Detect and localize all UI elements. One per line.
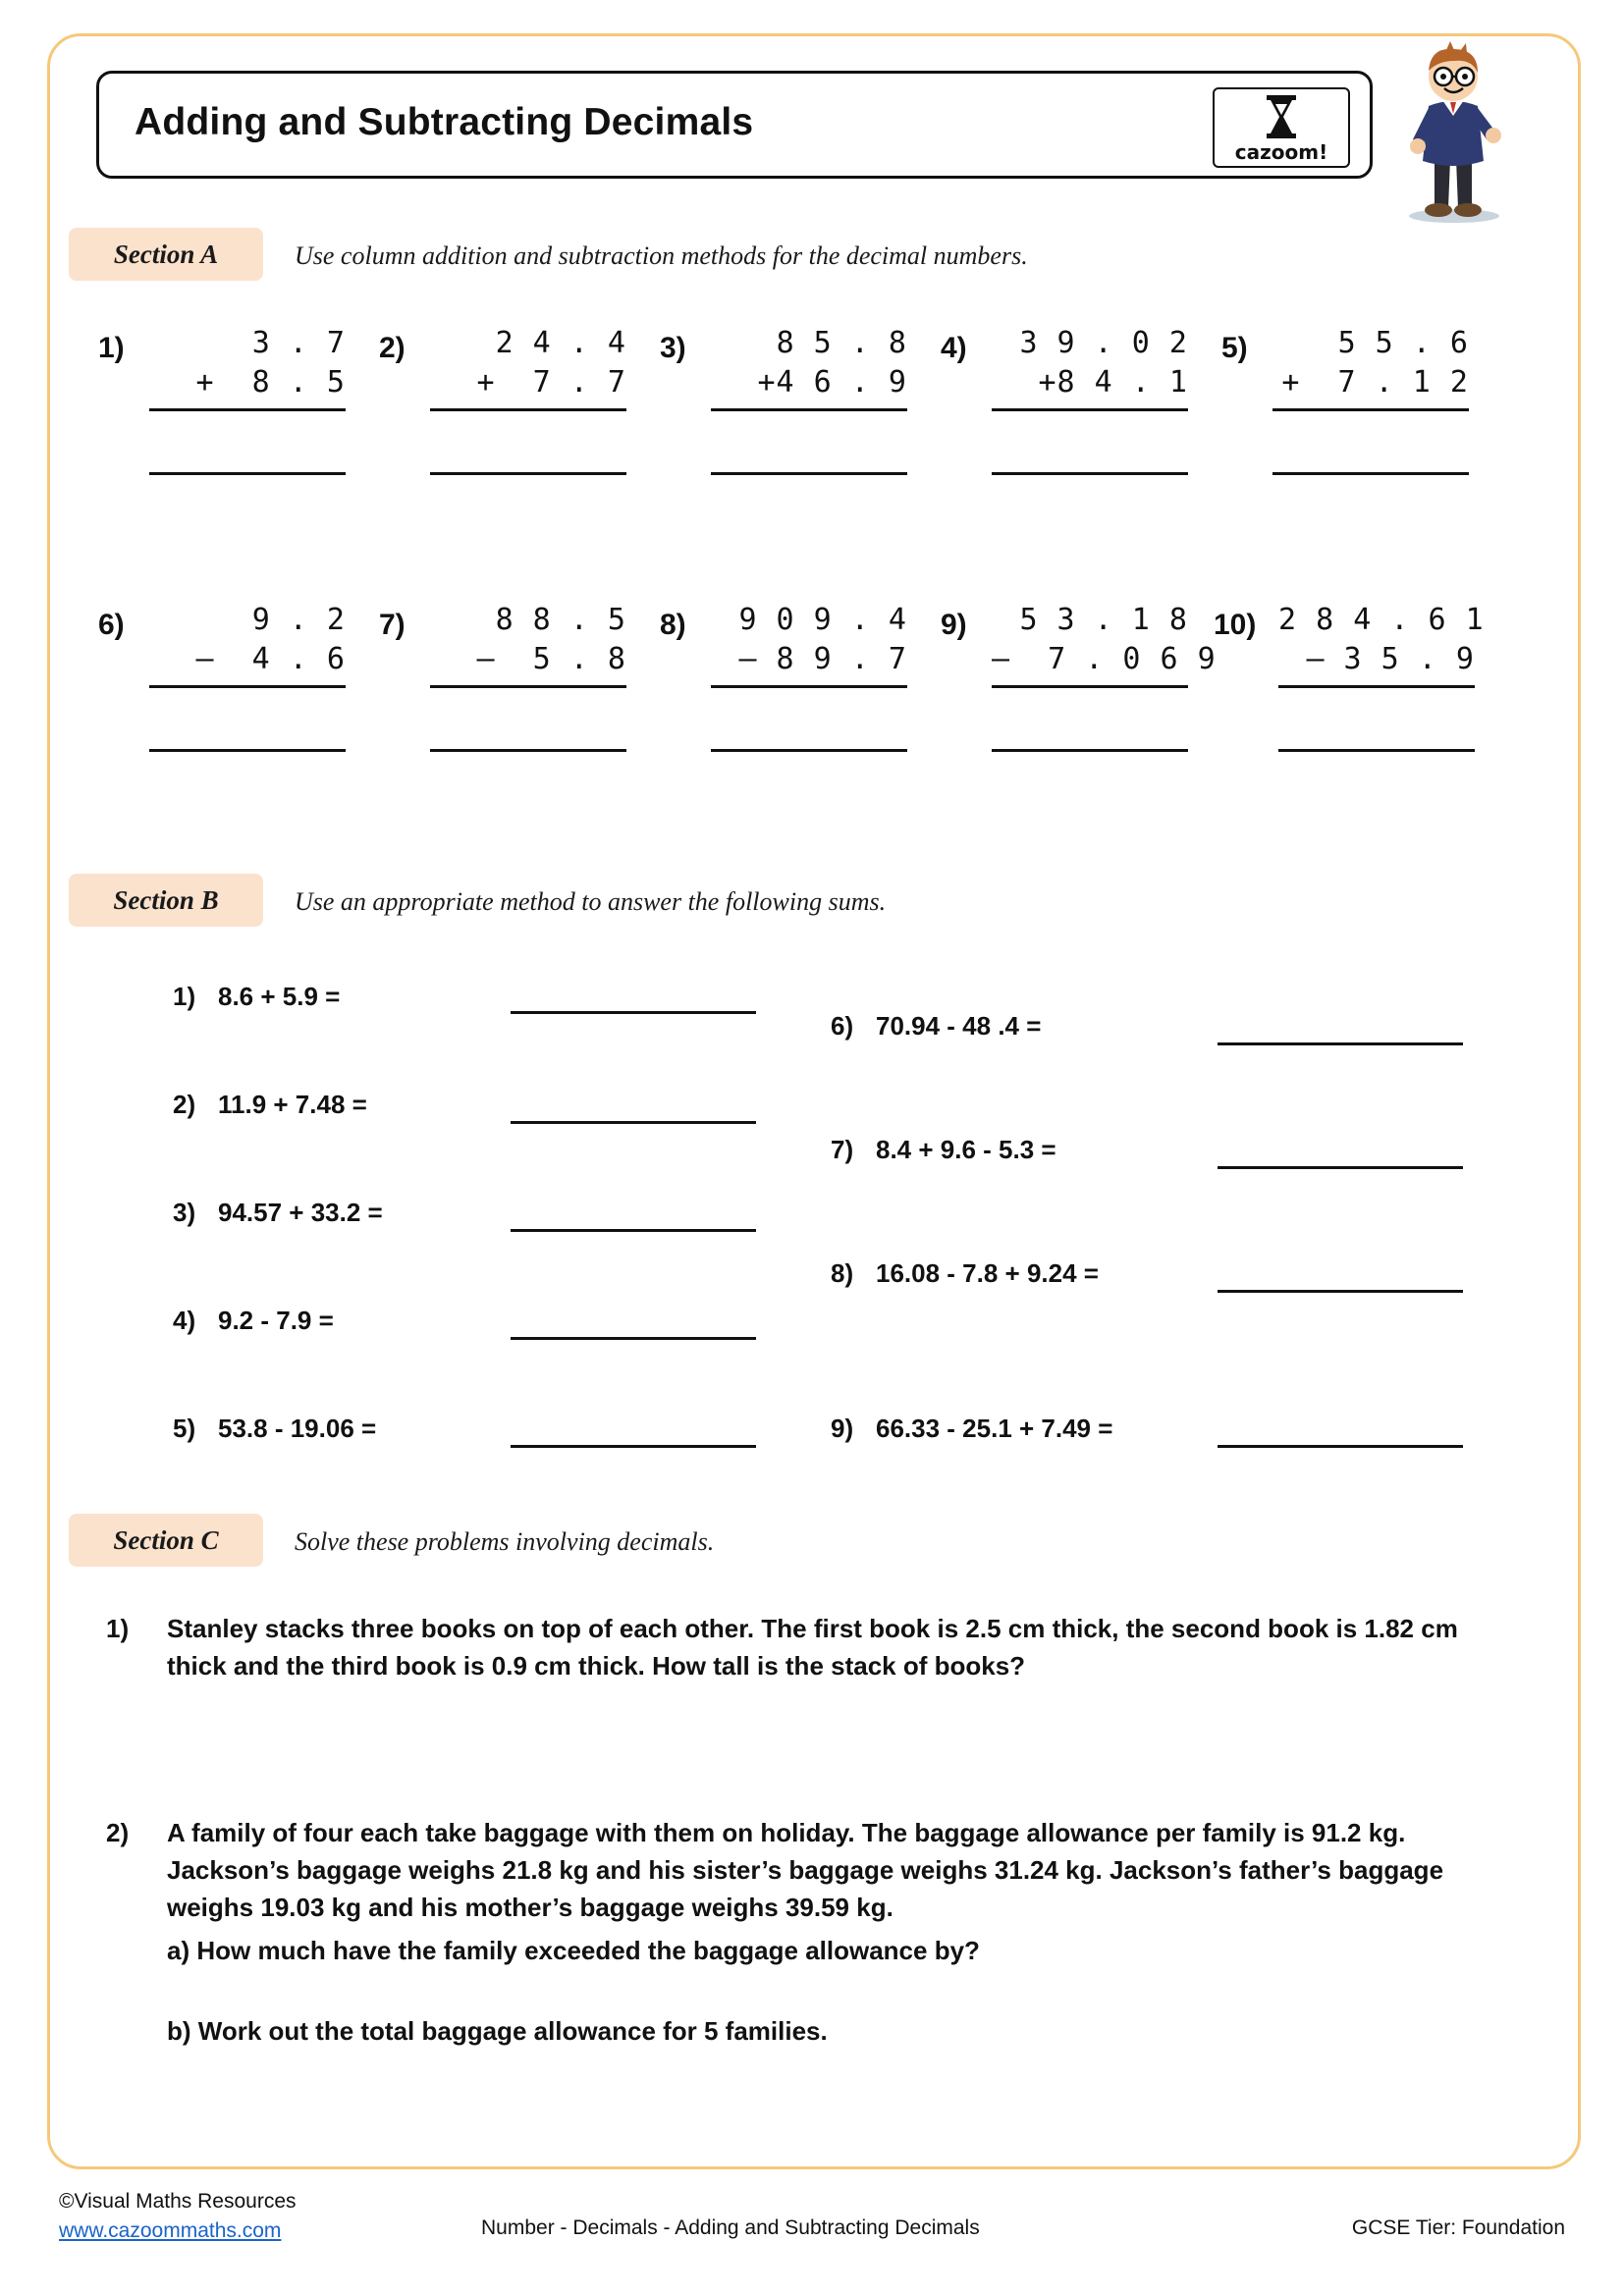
operand-bottom: + 8 . 5 [195, 365, 346, 400]
answer-rule[interactable] [992, 749, 1188, 752]
answer-line-b7[interactable] [1218, 1166, 1463, 1169]
section-b-question-8 [831, 1258, 1099, 1289]
footer-tier: GCSE Tier: Foundation [1351, 2216, 1565, 2239]
answer-rule[interactable] [711, 472, 907, 475]
section-b-question-2 [173, 1090, 367, 1120]
answer-rule[interactable] [1272, 472, 1469, 475]
section-b-question-9 [831, 1414, 1112, 1444]
operand-bottom: – 7 . 0 6 9 [992, 642, 1217, 676]
operand-bottom: +4 6 . 9 [757, 365, 907, 400]
question-number: 7) [379, 609, 406, 641]
operand-bottom: – 5 . 8 [476, 642, 626, 676]
sum-rule [992, 408, 1188, 411]
answer-line-b1[interactable] [511, 1011, 756, 1014]
answer-rule[interactable] [711, 749, 907, 752]
answer-rule[interactable] [430, 749, 626, 752]
footer-topic: Number - Decimals - Adding and Subtracting Decimals [481, 2216, 980, 2239]
sum-rule [711, 685, 907, 688]
section-b-question-1 [173, 982, 340, 1012]
question-number: 1) [173, 982, 196, 1011]
page-title: Adding and Subtracting Decimals [135, 101, 754, 143]
answer-line-b5[interactable] [511, 1445, 756, 1448]
question-number: 4) [941, 332, 967, 364]
section-b-question-4 [173, 1306, 334, 1336]
question-number: 6) [831, 1011, 854, 1041]
sum-rule [149, 685, 346, 688]
operand-top: 9 0 9 . 4 [738, 603, 907, 637]
hourglass-icon [1263, 95, 1300, 138]
question-text: 9.2 - 7.9 = [218, 1306, 334, 1335]
sum-rule [1272, 408, 1469, 411]
section-c-question-2 [106, 1814, 1510, 2050]
answer-line-b2[interactable] [511, 1121, 756, 1124]
operand-top: 5 5 . 6 [1337, 326, 1469, 360]
section-a-description: Use column addition and subtraction methods for the decimal numbers. [295, 241, 1028, 270]
sum-rule [1278, 685, 1475, 688]
header-box [96, 71, 1373, 179]
section-c-label: Section C [113, 1524, 219, 1555]
operand-bottom: +8 4 . 1 [1038, 365, 1188, 400]
question-text: 53.8 - 19.06 = [218, 1414, 377, 1443]
section-b-question-6 [831, 1011, 1041, 1041]
question-text: Stanley stacks three books on top of each other. The first book is 2.5 cm thick, the second book is 1.82 cm thick and the third book is 0.9 cm thick. How tall is the stack of books? [167, 1614, 1458, 1681]
question-number: 10) [1214, 609, 1257, 641]
sum-rule [711, 408, 907, 411]
question-number: 2) [173, 1090, 196, 1119]
question-part-a: a) How much have the family exceeded the baggage allowance by? [167, 1936, 980, 1965]
question-text: 94.57 + 33.2 = [218, 1198, 383, 1227]
operand-top: 5 3 . 1 8 [1019, 603, 1188, 637]
section-b-tag [69, 874, 263, 927]
operand-bottom: + 7 . 1 2 [1281, 365, 1469, 400]
operand-top: 9 . 2 [251, 603, 346, 637]
operand-top: 2 8 4 . 6 1 [1278, 603, 1485, 637]
answer-rule[interactable] [992, 472, 1188, 475]
question-number: 6) [98, 609, 125, 641]
section-b-question-7 [831, 1135, 1056, 1165]
question-text: A family of four each take baggage with them on holiday. The baggage allowance per family is 91.2 kg. Jackson’s baggage weighs 21.8 kg and his sister’s baggage weighs 31.24 kg. Jackson’s father’s baggage weighs 19.03 kg and his mother’s baggage weighs 39.59 kg. [167, 1818, 1444, 1922]
question-text: 8.4 + 9.6 - 5.3 = [876, 1135, 1056, 1164]
question-number: 7) [831, 1135, 854, 1164]
copyright-text: ©Visual Maths Resources [59, 2190, 297, 2213]
question-number: 2) [379, 332, 406, 364]
question-number: 2) [106, 1818, 130, 1847]
question-number: 3) [660, 332, 686, 364]
section-a-label: Section A [113, 239, 219, 269]
answer-rule[interactable] [430, 472, 626, 475]
question-number: 8) [831, 1258, 854, 1288]
logo-text: cazoom! [1234, 140, 1328, 164]
section-b-question-3 [173, 1198, 383, 1228]
question-number: 5) [1221, 332, 1248, 364]
footer-left [59, 2187, 297, 2246]
question-text: 70.94 - 48 .4 = [876, 1011, 1042, 1041]
student-character-illustration [1389, 41, 1517, 223]
question-text: 8.6 + 5.9 = [218, 982, 341, 1011]
section-b-question-5 [173, 1414, 376, 1444]
answer-line-b6[interactable] [1218, 1042, 1463, 1045]
operand-top: 2 4 . 4 [495, 326, 626, 360]
section-b-label: Section B [113, 884, 219, 915]
question-part-b: b) Work out the total baggage allowance for 5 families. [167, 2016, 828, 2046]
section-c-question-1 [106, 1610, 1510, 1684]
section-c-description: Solve these problems involving decimals. [295, 1527, 715, 1556]
question-number: 9) [831, 1414, 854, 1443]
answer-line-b4[interactable] [511, 1337, 756, 1340]
answer-line-b8[interactable] [1218, 1290, 1463, 1293]
question-number: 1) [106, 1614, 130, 1643]
answer-rule[interactable] [1278, 749, 1475, 752]
question-number: 8) [660, 609, 686, 641]
operand-bottom: – 8 9 . 7 [738, 642, 907, 676]
operand-bottom: – 3 5 . 9 [1306, 642, 1475, 676]
question-number: 4) [173, 1306, 196, 1335]
section-a-tag [69, 228, 263, 281]
sum-rule [430, 685, 626, 688]
operand-top: 3 . 7 [251, 326, 346, 360]
question-text: 66.33 - 25.1 + 7.49 = [876, 1414, 1113, 1443]
operand-top: 8 5 . 8 [776, 326, 907, 360]
sum-rule [992, 685, 1188, 688]
answer-rule[interactable] [149, 749, 346, 752]
question-number: 5) [173, 1414, 196, 1443]
section-b-description: Use an appropriate method to answer the following sums. [295, 887, 887, 916]
operand-bottom: – 4 . 6 [195, 642, 346, 676]
operand-top: 3 9 . 0 2 [1019, 326, 1188, 360]
operand-bottom: + 7 . 7 [476, 365, 626, 400]
section-c-tag [69, 1514, 263, 1567]
question-number: 3) [173, 1198, 196, 1227]
question-number: 9) [941, 609, 967, 641]
question-text: 11.9 + 7.48 = [218, 1090, 367, 1119]
website-link[interactable]: www.cazoommaths.com [59, 2219, 282, 2242]
sum-rule [430, 408, 626, 411]
cazoom-logo [1213, 87, 1350, 168]
answer-line-b9[interactable] [1218, 1445, 1463, 1448]
operand-top: 8 8 . 5 [495, 603, 626, 637]
answer-line-b3[interactable] [511, 1229, 756, 1232]
answer-rule[interactable] [149, 472, 346, 475]
question-number: 1) [98, 332, 125, 364]
sum-rule [149, 408, 346, 411]
question-text: 16.08 - 7.8 + 9.24 = [876, 1258, 1099, 1288]
